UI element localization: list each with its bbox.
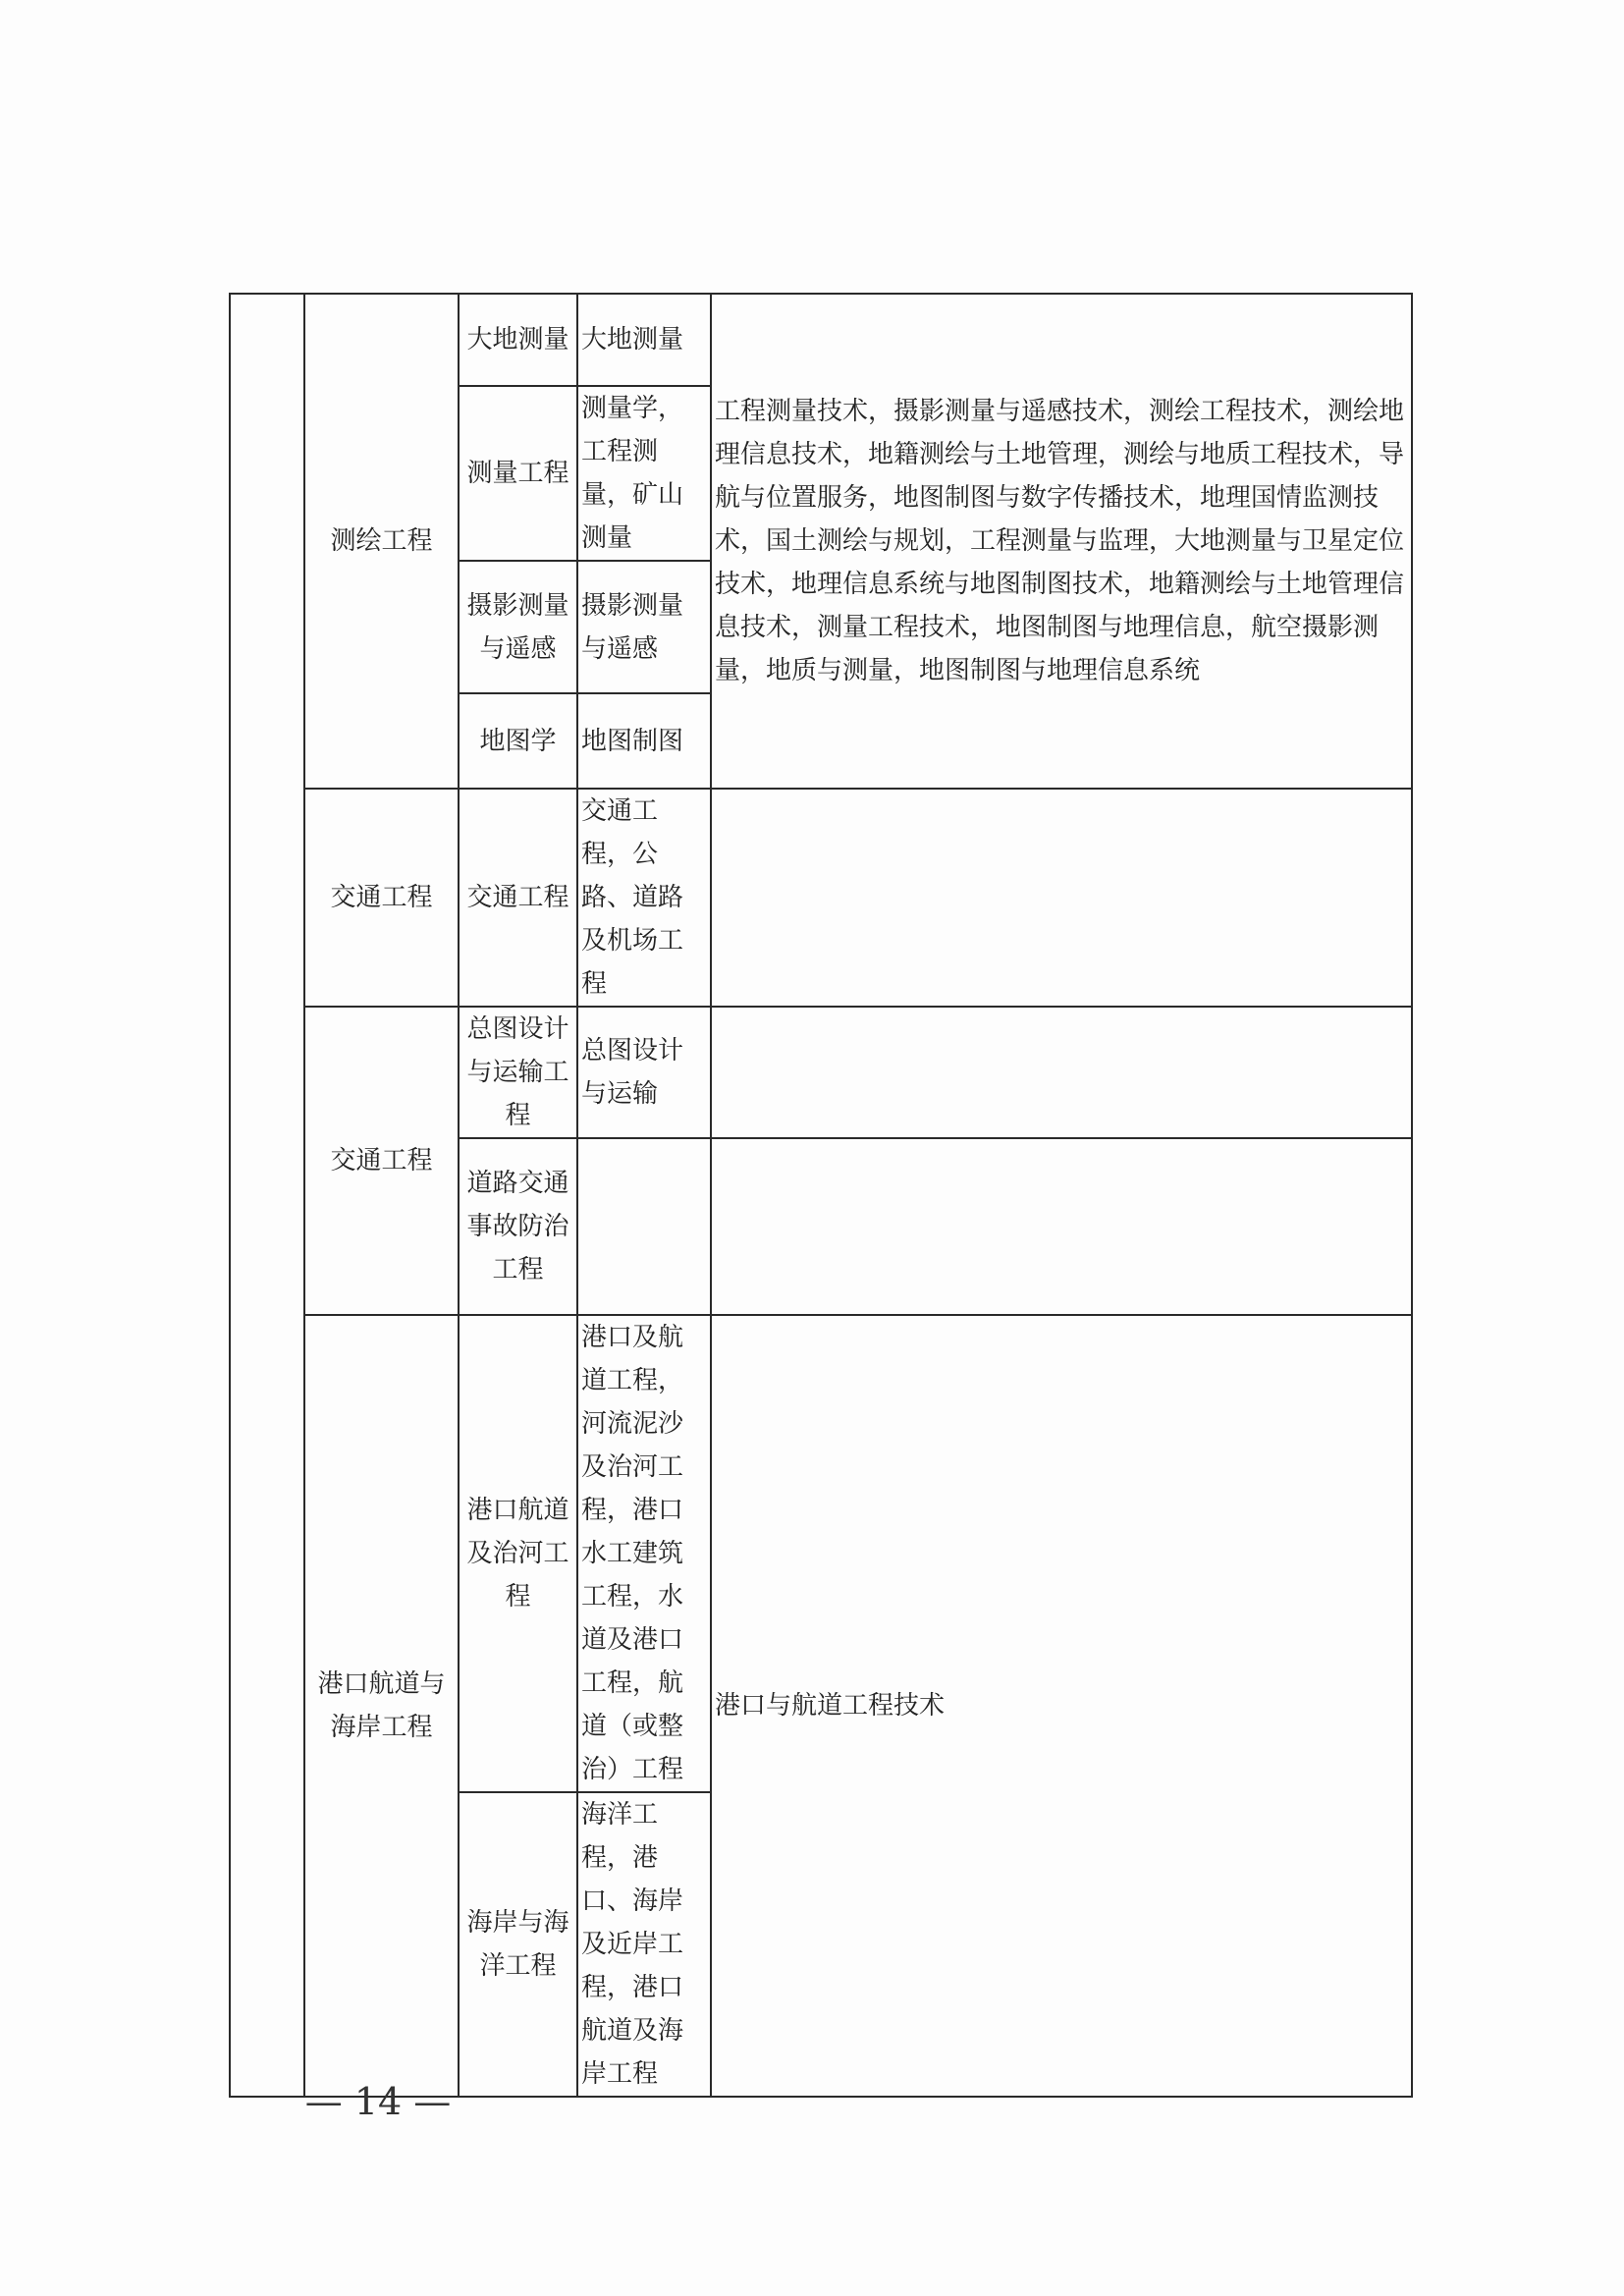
former-major-cell: 交通工程，公路、道路及机场工程 [577, 789, 711, 1007]
major-name-cell: 摄影测量与遥感 [459, 561, 577, 693]
former-major-cell: 摄影测量与遥感 [577, 561, 711, 693]
table-row [230, 1315, 1412, 1792]
page-number: — 14 — [304, 2080, 452, 2123]
table-row [230, 789, 1412, 1007]
table-row [230, 294, 1412, 386]
vocational-major-cell: 港口与航道工程技术 [711, 1315, 1412, 2097]
major-name-cell: 大地测量 [459, 294, 577, 386]
discipline-column-cell [230, 294, 304, 2097]
former-major-cell: 测量学，工程测量，矿山测量 [577, 386, 711, 561]
category-cell: 交通工程 [304, 789, 459, 1007]
major-name-cell: 港口航道及治河工程 [459, 1315, 577, 1792]
category-cell: 交通工程 [304, 1007, 459, 1315]
former-major-cell: 大地测量 [577, 294, 711, 386]
major-name-cell: 海岸与海洋工程 [459, 1792, 577, 2097]
former-major-cell: 海洋工程，港口、海岸及近岸工程，港口航道及海岸工程 [577, 1792, 711, 2097]
vocational-major-cell [711, 1138, 1412, 1315]
category-cell: 港口航道与海岸工程 [304, 1315, 459, 2097]
major-name-cell: 交通工程 [459, 789, 577, 1007]
major-name-cell: 测量工程 [459, 386, 577, 561]
vocational-major-cell [711, 789, 1412, 1007]
former-major-cell: 港口及航道工程，河流泥沙及治河工程，港口水工建筑工程，水道及港口工程，航道（或整治）工程 [577, 1315, 711, 1792]
major-name-cell: 总图设计与运输工程 [459, 1007, 577, 1138]
major-comparison-table [229, 293, 1413, 2098]
major-name-cell: 道路交通事故防治工程 [459, 1138, 577, 1315]
former-major-cell [577, 1138, 711, 1315]
former-major-cell: 总图设计与运输 [577, 1007, 711, 1138]
former-major-cell: 地图制图 [577, 693, 711, 789]
major-name-cell: 地图学 [459, 693, 577, 789]
category-cell: 测绘工程 [304, 294, 459, 789]
vocational-major-cell [711, 1007, 1412, 1138]
table-row [230, 1007, 1412, 1138]
vocational-major-cell: 工程测量技术，摄影测量与遥感技术，测绘工程技术，测绘地理信息技术，地籍测绘与土地管理，测绘与地质工程技术，导航与位置服务，地图制图与数字传播技术，地理国情监测技术，国土测绘与规划，工程测量与监理，大地测量与卫星定位技术，地理信息系统与地图制图技术，地籍测绘与土地管理信息技术，测量工程技术，地图制图与地理信息，航空摄影测量，地质与测量，地图制图与地理信息系统 [711, 294, 1412, 789]
